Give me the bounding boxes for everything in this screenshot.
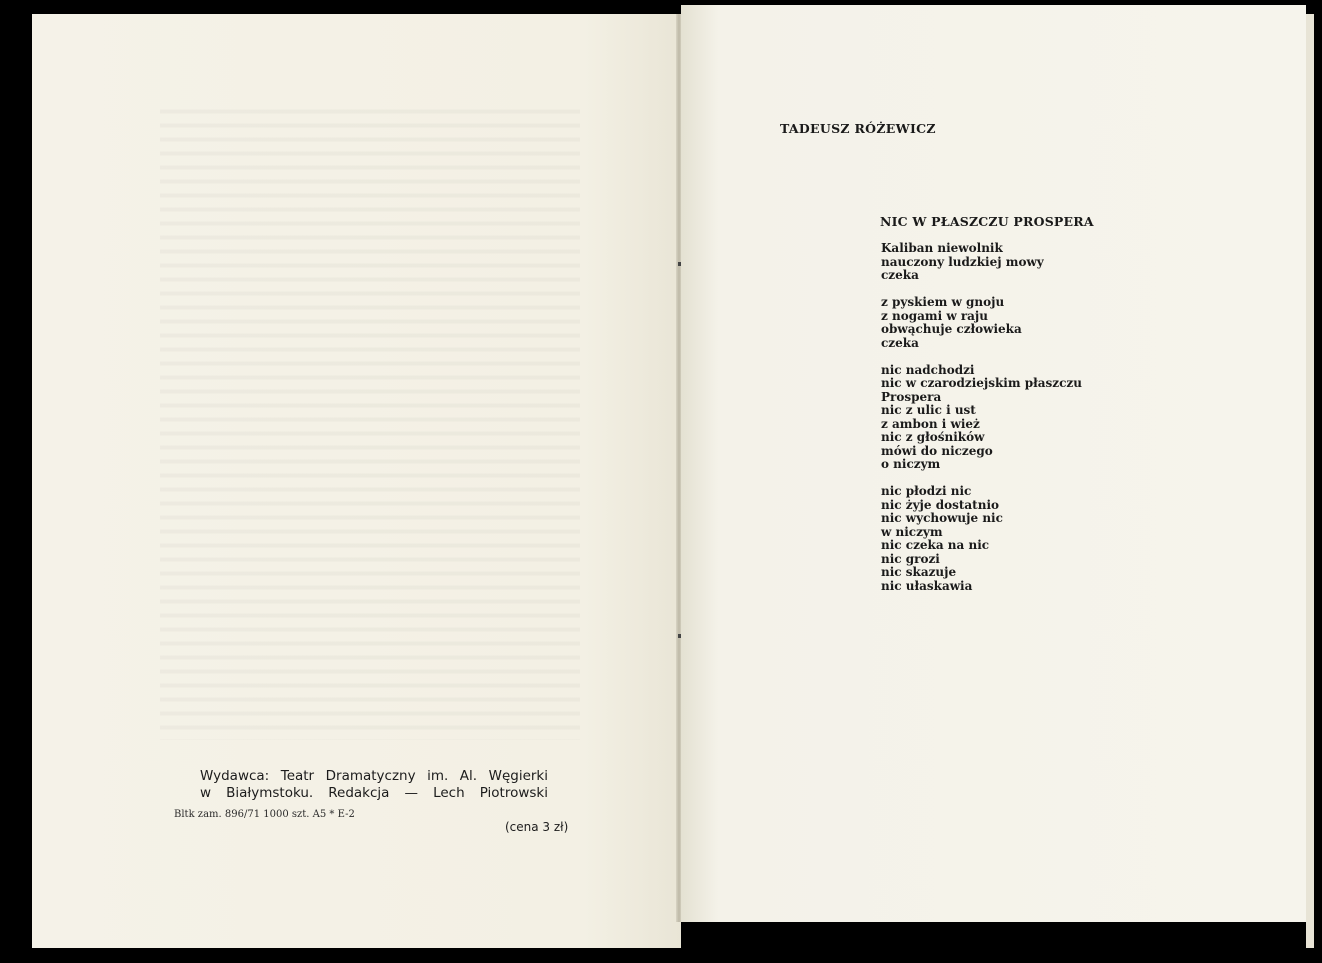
publisher-line-2: w Białymstoku. Redakcja — Lech Piotrowski (200, 785, 548, 801)
poem-line: nic nadchodzi (881, 362, 975, 377)
poem-line: nic z ulic i ust (881, 403, 976, 417)
poem-line: nic wychowuje nic (881, 511, 1003, 525)
poem-line: Kaliban niewolnik (881, 241, 1003, 255)
poem-line: nic skazuje (881, 565, 957, 579)
poem-line: nic żyje dostatnio (881, 497, 1000, 512)
poem-line: nic grozi (881, 551, 940, 566)
poem-stanza (881, 485, 1082, 593)
poem-line: czeka (881, 335, 919, 350)
poem-title: NIC W PŁASZCZU PROSPERA (880, 214, 1094, 229)
show-through-text (160, 100, 580, 740)
poem-line: w niczym (881, 524, 943, 539)
page-edge (1306, 14, 1314, 948)
staple-mark (678, 634, 681, 638)
print-info: Bltk zam. 896/71 1000 szt. A5 * E-2 (174, 809, 355, 820)
poem-line: nic ułaskawia (881, 578, 973, 593)
poem-line: czeka (881, 268, 919, 282)
poem-line: Prospera (881, 389, 942, 404)
publisher-info (200, 768, 548, 802)
poem-line: nic czeka na nic (881, 538, 990, 552)
poem-line: mówi do niczego (881, 443, 993, 458)
poem-line: nic z głośników (881, 430, 985, 444)
author-name: TADEUSZ RÓŻEWICZ (780, 121, 936, 136)
poem-line: nauczony ludzkiej mowy (881, 254, 1044, 269)
poem-stanza (881, 242, 1082, 283)
poem-line: z nogami w raju (881, 308, 988, 323)
staple-mark (678, 262, 681, 266)
poem-line: obwąchuje człowieka (881, 322, 1022, 336)
price: (cena 3 zł) (505, 820, 569, 834)
poem-stanza (881, 364, 1082, 472)
poem-line: nic płodzi nic (881, 484, 972, 498)
publisher-line-1: Wydawca: Teatr Dramatyczny im. Al. Węgierki (200, 768, 548, 784)
poem-line: o niczym (881, 457, 941, 471)
poem-stanza (881, 296, 1082, 350)
poem-line: z pyskiem w gnoju (881, 295, 1005, 309)
poem-line: nic w czarodziejskim płaszczu (881, 376, 1082, 390)
poem-line: z ambon i wież (881, 416, 980, 431)
poem-body (881, 242, 1082, 607)
